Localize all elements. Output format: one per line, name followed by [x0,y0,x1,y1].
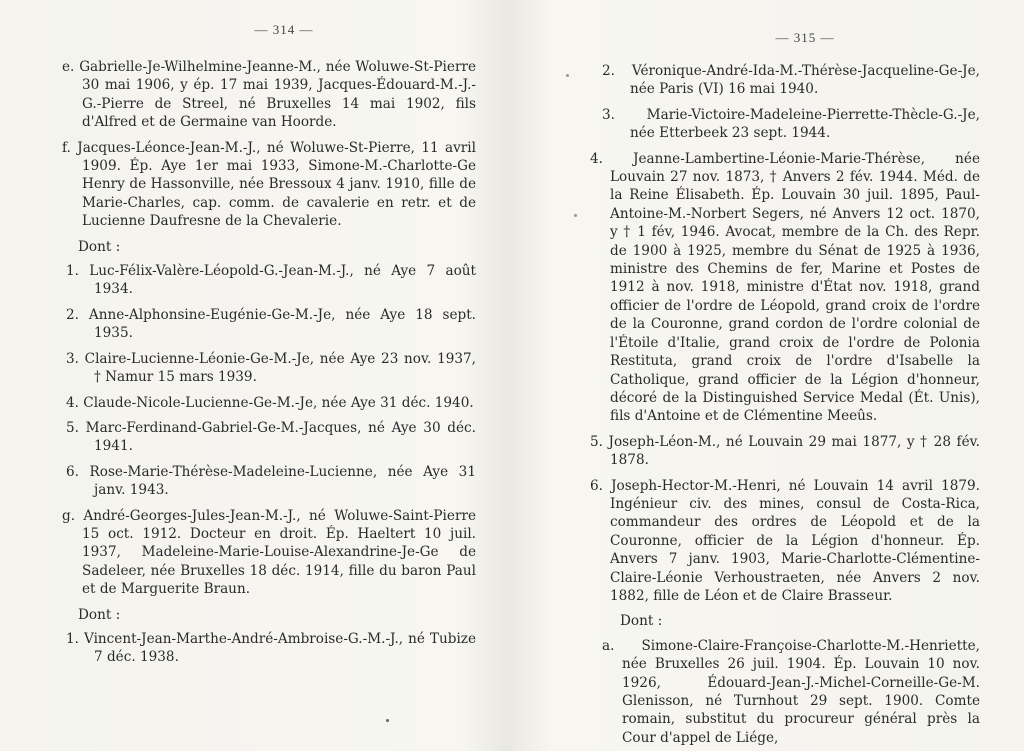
child-entry-g1: 1. Vincent-Jean-Marthe-André-Ambroise-G.-M.-J., né Tubize 7 déc. 1938. [66,630,476,666]
entry-3: 3. Marie-Victoire-Madeleine-Pierrette-Thècle-G.-Je, née Etterbeek 23 sept. 1944. [602,106,980,142]
child-entry-2: 2. Anne-Alphonsine-Eugénie-Ge-M.-Je, née Aye 18 sept. 1935. [66,306,476,342]
child-entry-3: 3. Claire-Lucienne-Léonie-Ge-M.-Je, née Aye 23 nov. 1937, † Namur 15 mars 1939. [66,350,476,386]
entry-2: 2. Véronique-André-Ida-M.-Thérèse-Jacqueline-Ge-Je, née Paris (VI) 16 mai 1940. [602,63,980,98]
entry-4: 4. Jeanne-Lambertine-Léonie-Marie-Thérèse, née Louvain 27 nov. 1873, † Anvers 2 fév. 1944. Méd. de la Reine Élisabeth. Ép. Louvain 30 juil. 1895, Paul-Antoine-M.-Norbert Segers, né Anvers 12 oct. 1870, y † 1 fév, 1946. Avocat, membre de la Ch. des Repr. de 1900 à 1925, membre du Sénat de 1925 à 1936, ministre des Chemins de fer, Marine et Postes de 1912 à nov. 1918, ministre d'État nov. 1918, grand officier de l'ordre de Léopold, grand croix de l'ordre de la Couronne, grand cordon de l'ordre colonial de l'Étoile d'Italie, grand croix de l'ordre de Polonia Restituta, grand croix de l'ordre d'Isabelle la Catholique, grand officier de la Légion d'honneur, décoré de la Distinguished Service Medal (Ét. Unis), fils d'Antoine et de Clémentine Meeûs. [590,150,980,425]
dont-label: Dont : [78,238,121,255]
right-page [512,0,1024,751]
scan-speck [386,719,389,722]
child-entry-4: 4. Claude-Nicole-Lucienne-Ge-M.-Je, née Aye 31 déc. 1940. [66,394,474,411]
entry-g: g. André-Georges-Jules-Jean-M.-J., né Woluwe-Saint-Pierre 15 oct. 1912. Docteur en droit. Ép. Haeltert 10 juil. 1937, Madeleine-Marie-Louise-Alexandrine-Je-Ge de Sadeleer, née Bruxelles 18 déc. 1914, fille du baron Paul et de Marguerite Braun. [62,507,476,598]
scan-speck [574,214,577,217]
page-number-left: — 314 — [254,22,314,37]
child-entry-5: 5. Marc-Ferdinand-Gabriel-Ge-M.-Jacques, né Aye 30 déc. 1941. [66,419,476,455]
page-number-right: — 315 — [775,30,835,45]
entry-f: f. Jacques-Léonce-Jean-M.-J., né Woluwe-St-Pierre, 11 avril 1909. Ép. Aye 1er mai 1933, Simone-M.-Charlotte-Ge Henry de Hassonville, née Bressoux 4 janv. 1910, fille de Marie-Charles, cap. comm. de cavalerie en retr. et de Lucienne Daufresne de la Chevalerie. [62,139,476,230]
child-entry-a: a. Simone-Claire-Françoise-Charlotte-M.-Henriette, née Bruxelles 26 juil. 1904. Ép. Louvain 10 nov. 1926, Édouard-Jean-J.-Michel-Corneille-Ge-M. Glenisson, né Turnhout 29 sept. 1900. Comte romain, substitut du procureur général près la Cour d'appel de Liége, [602,637,980,746]
entry-6: 6. Joseph-Hector-M.-Henri, né Louvain 14 avril 1879. Ingénieur civ. des mines, consul de Costa-Rica, commandeur des ordres de Léopold et de la Couronne, officier de la Légion d'honneur. Ép. Anvers 7 janv. 1903, Marie-Charlotte-Clémentine-Claire-Léonie Verhoustraeten, née Anvers 2 nov. 1882, fille de Léon et de Claire Brasseur. [590,477,980,604]
entry-e: e. Gabrielle-Je-Wilhelmine-Jeanne-M., née Woluwe-St-Pierre 30 mai 1906, y ép. 17 mai 1939, Jacques-Édouard-M.-J.-G.-Pierre de Streel, né Bruxelles 14 mai 1902, fils d'Alfred et de Germaine van Hoorde. [62,59,476,131]
scan-speck [566,74,569,77]
child-entry-1: 1. Luc-Félix-Valère-Léopold-G.-Jean-M.-J., né Aye 7 août 1934. [66,263,476,298]
dont-label-2: Dont : [78,606,121,623]
entry-5: 5. Joseph-Léon-M., né Louvain 29 mai 1877, y † 28 fév. 1878. [590,433,980,469]
child-entry-6: 6. Rose-Marie-Thérèse-Madeleine-Lucienne, née Aye 31 janv. 1943. [66,463,476,499]
left-page [0,0,500,751]
dont-label-right: Dont : [620,613,663,630]
